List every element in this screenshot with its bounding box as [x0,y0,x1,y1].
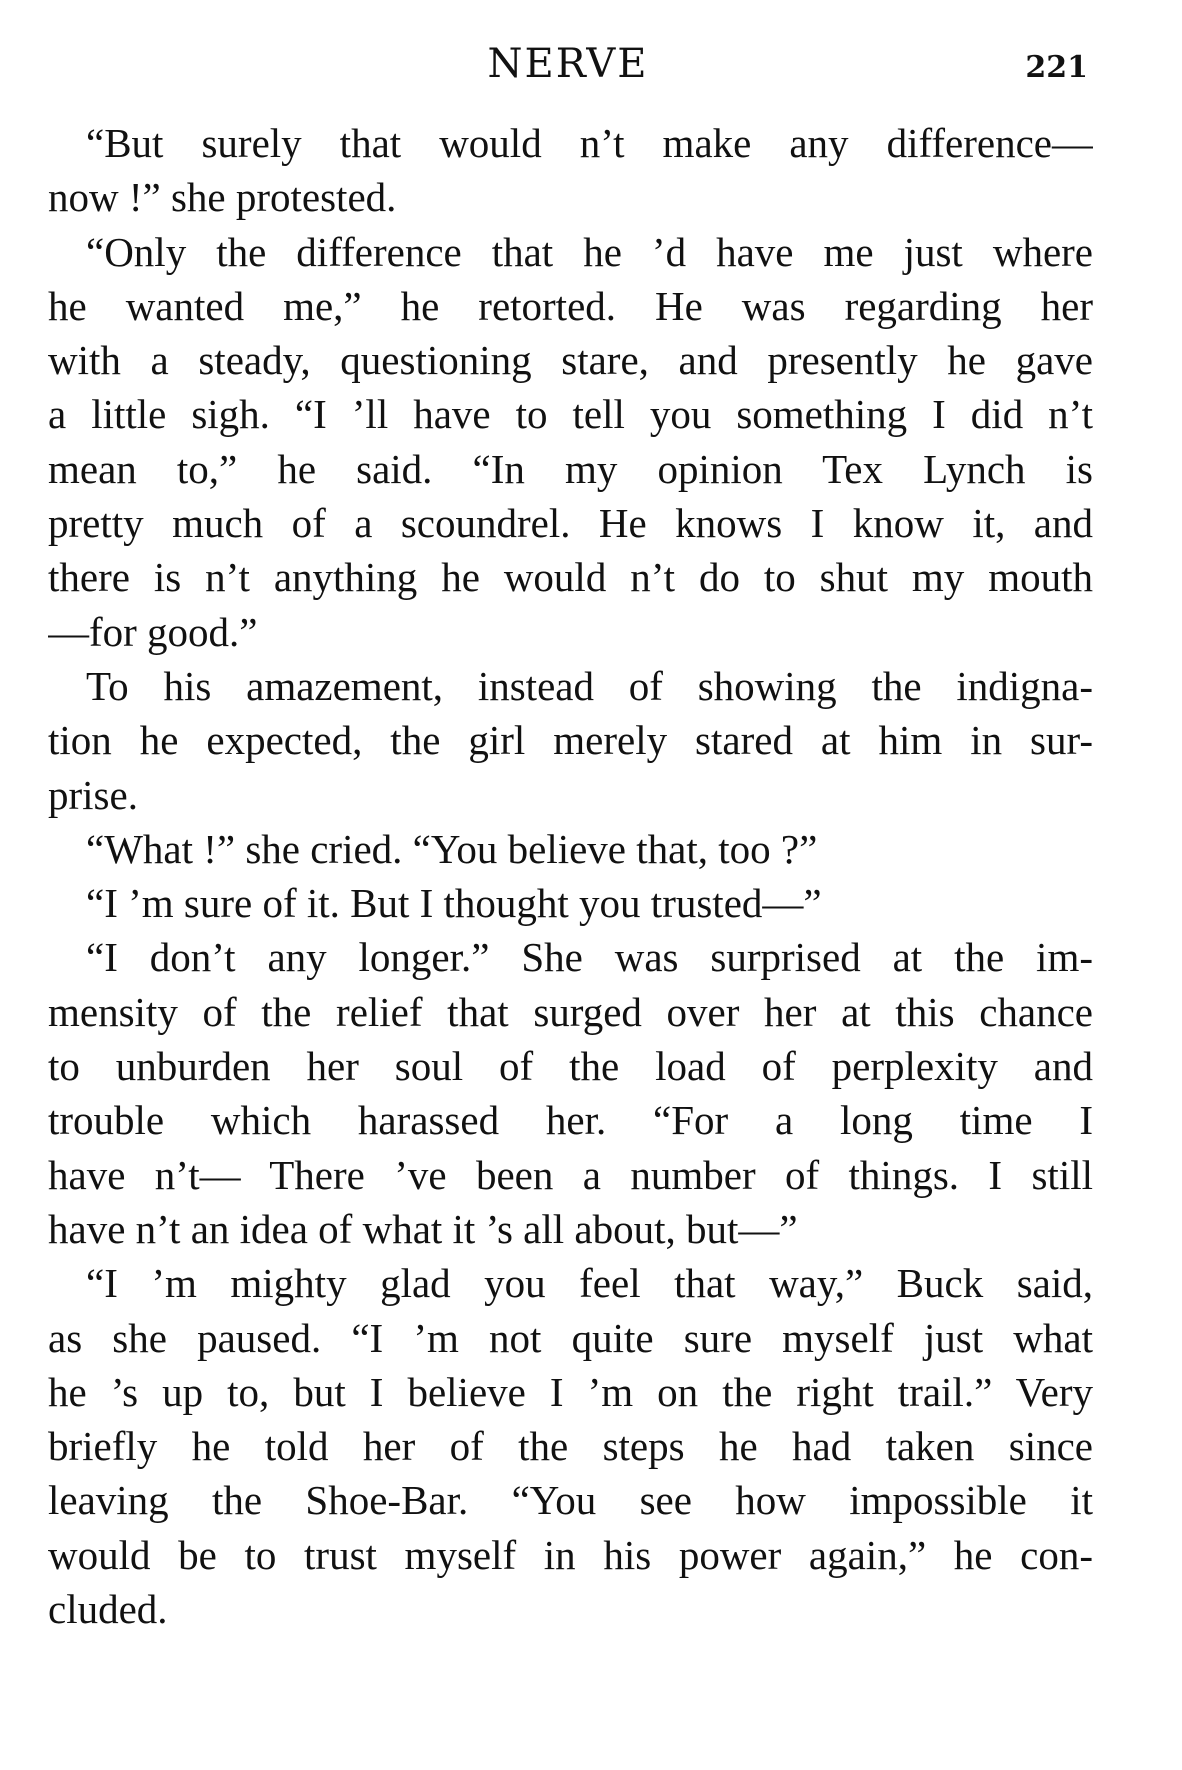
text-line: “But surely that would n’t make any difference— [86,120,1093,166]
text-line: “I don’t any longer.” She was surprised at the im- [86,934,1093,981]
text-line: with a steady, questioning stare, and presently he gave [48,337,1093,384]
text-line: tion he expected, the girl merely stared at him in sur- [48,717,1093,764]
text-line: he ’s up to, but I believe I ’m on the right trail.” Very [48,1368,1093,1415]
text-line: have n’t— There ’ve been a number of things. I still [48,1151,1093,1198]
text-line: cluded. [48,1586,168,1633]
text-line: pretty much of a scoundrel. He knows I know it, and [48,500,1093,547]
text-line: mean to,” he said. “In my opinion Tex Lynch is [48,445,1093,492]
text-line: trouble which harassed her. “For a long time I [48,1097,1093,1144]
text-line: have n’t an idea of what it ’s all about, but—” [48,1205,798,1252]
text-line: would be to trust myself in his power again,” he con- [48,1531,1093,1578]
text-line: “I ’m sure of it. But I thought you trusted—” [86,880,822,927]
text-line: briefly he told her of the steps he had taken since [48,1423,1093,1470]
text-line: mensity of the relief that surged over her at this chance [48,988,1093,1035]
body-text [48,116,1093,1636]
text-line: a little sigh. “I ’ll have to tell you something I did n’t [48,391,1093,438]
text-line: “I ’m mighty glad you feel that way,” Buck said, [86,1260,1093,1307]
text-line: leaving the Shoe-Bar. “You see how impossible it [48,1477,1093,1524]
text-line: there is n’t anything he would n’t do to shut my mouth [48,554,1093,601]
running-head [48,40,1088,100]
text-line: as she paused. “I ’m not quite sure myself just what [48,1314,1093,1361]
text-line: To his amazement, instead of showing the indigna- [86,662,1093,709]
text-line: now !” she protested. [48,174,397,221]
text-line: “What !” she cried. “You believe that, too ?” [86,825,818,872]
text-line: he wanted me,” he retorted. He was regarding her [48,282,1093,329]
chapter-title: NERVE [487,41,649,87]
text-line: “Only the difference that he ’d have me just where [86,228,1093,275]
page-number: 221 [1025,50,1088,85]
text-line: —for good.” [48,608,258,655]
text-line: to unburden her soul of the load of perplexity and [48,1043,1093,1090]
text-line: prise. [48,771,138,818]
